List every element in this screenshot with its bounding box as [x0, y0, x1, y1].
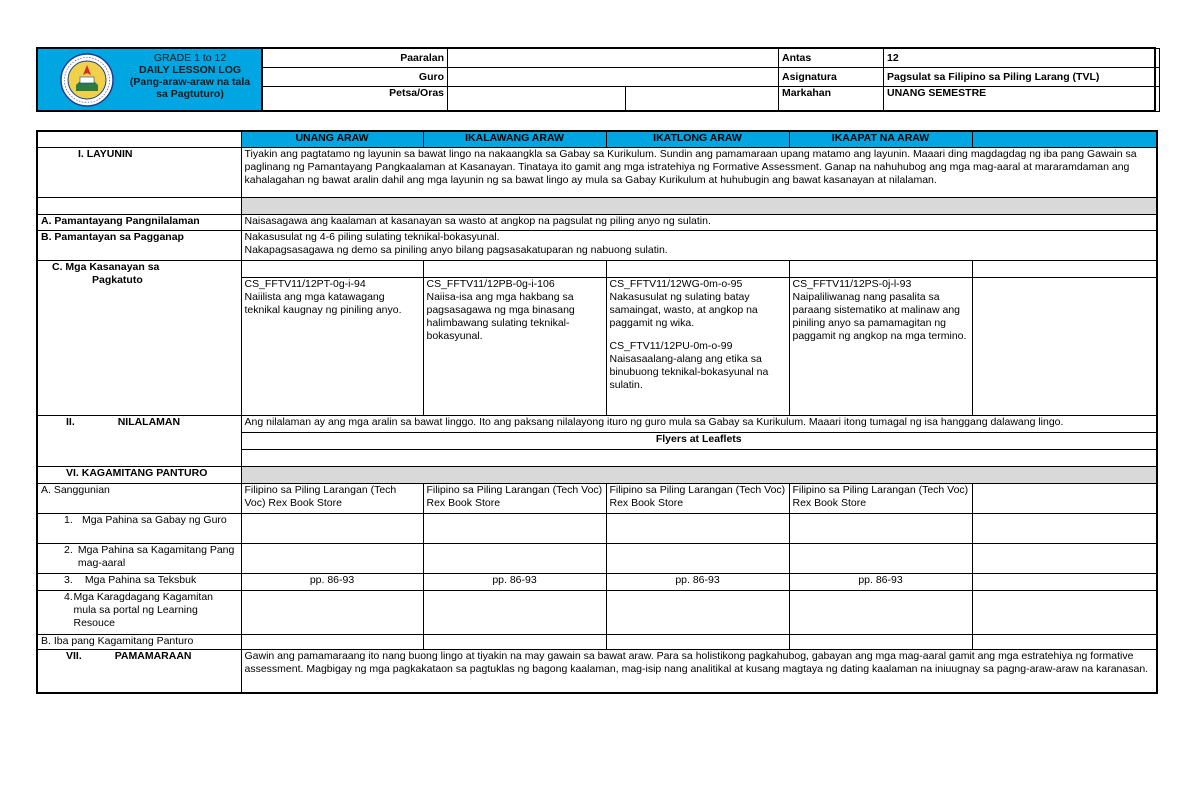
deped-seal-icon: [60, 53, 114, 107]
gabay-day3: [606, 513, 789, 543]
nilalaman-spacer: [241, 449, 1157, 466]
lr-label: Mga Karagdagang Kagamitan mula sa portal ng Learning Resouce: [73, 590, 213, 629]
pagganap-line2: Nakapagsasagawa ng demo sa piniling anyo bilang pagsasakatuparan ng nabuong sulatin.: [244, 243, 668, 256]
kagamitan-row-label: [37, 543, 241, 573]
lr-day3: [606, 590, 789, 634]
iba-day3: [606, 634, 789, 649]
nilalaman-topic: Flyers at Leaflets: [241, 432, 1157, 449]
teksbuk-num: 3.: [64, 573, 73, 586]
lr-day5: [972, 590, 1157, 634]
iba-day1: [241, 634, 423, 649]
layunin-text: Tiyakin ang pagtatamo ng layunin sa bawat lingo na nakaangkla sa Gabay sa Kurikulum. Sundin ang pamamaraan upang matamo ang layunin. Maaari ding magdagdag ng iba pang Gawain sa paglinang ng Pamantayang Pangkaalaman at Kasanayan. Tinataya ito gamit ang mga istratehiya ng Formative Assessment. Ganap na nahuhubog ang mga mag-aaral at mararamdaman ang kahalagahan ng bawat aralin dahil ang mga layunin ng sa bawat lingo ay mula sa Gabay Kurikulum at huhubugin ang bawat kasanayan at nilalaman.: [241, 147, 1157, 197]
kasanayan-day4-text: Naipaliliwanag nang pasalita sa paraang sistematiko at malinaw ang piniling anyo sa pamamagitan ng paggamit ng angkop na mga termino.: [792, 290, 967, 342]
kasanayan-top-4: [789, 260, 972, 277]
pamamaraan-text: Gawin ang pamamaraang ito nang buong lingo at tiyakin na may gawain sa bawat araw. Para sa holistikong pagkahubog, gabayan ang mga mag-aaral gamit ang mga estratehiya ng formative assessment. Magbigay ng mga pagkakataon sa pagtuklas ng bagong kaalaman, mag-isip nang analitikal at kusang magtaya ng dating kaalaman na iniuugnay sa pagng-araw-araw na karanasan.: [241, 649, 1157, 693]
layunin-gray-bar: [241, 197, 1157, 214]
lr-row-label: [37, 590, 241, 634]
asignatura-value: Pagsulat sa Filipino sa Piling Larang (TVL): [884, 68, 1160, 87]
pagganap-line1: Nakasusulat ng 4-6 piling sulating teknikal-bokasyunal.: [244, 230, 500, 243]
teksbuk-day5: [972, 573, 1157, 590]
teksbuk-day1: pp. 86-93: [241, 573, 423, 590]
kagamitan-num: 2.: [64, 543, 73, 556]
sanggunian-day5: [972, 483, 1157, 513]
gabay-label: Mga Pahina sa Gabay ng Guro: [82, 513, 227, 526]
day-header-4: IKAAPAT NA ARAW: [789, 131, 972, 147]
kasanayan-day3-text: Nakasusulat ng sulating batay samaingat, wasto, at angkop na paggamit ng wika.: [609, 290, 758, 329]
gabay-num: 1.: [64, 513, 73, 526]
teksbuk-day4: pp. 86-93: [789, 573, 972, 590]
antas-value: 12: [884, 49, 1160, 68]
sanggunian-day4: Filipino sa Piling Larangan (Tech Voc) Rex Book Store: [789, 483, 972, 513]
kagamitan-gray-bar: [241, 466, 1157, 483]
lr-day4: [789, 590, 972, 634]
day-header-3: IKATLONG ARAW: [606, 131, 789, 147]
gabay-row-label: [37, 513, 241, 543]
corner-cell: [37, 131, 241, 147]
iba-day5: [972, 634, 1157, 649]
sanggunian-day1: Filipino sa Piling Larangan (Tech Voc) Rex Book Store: [241, 483, 423, 513]
sanggunian-day2: Filipino sa Piling Larangan (Tech Voc) Rex Book Store: [423, 483, 606, 513]
markahan-value: UNANG SEMESTRE: [884, 87, 1160, 112]
pangnilalaman-text: Naisasagawa ang kaalaman at kasanayan sa wasto at angkop na pagsulat ng piling anyo ng sulatin.: [241, 214, 1157, 230]
guro-label: Guro: [263, 68, 448, 87]
log-title: DAILY LESSON LOG: [138, 64, 242, 76]
kagamitan-day5: [972, 543, 1157, 573]
markahan-label: Markahan: [779, 87, 884, 112]
layunin-label: I. LAYUNIN: [37, 147, 241, 197]
kagamitan-day2: [423, 543, 606, 573]
pamamaraan-num: VII.: [66, 649, 82, 662]
paaralan-label: Paaralan: [263, 49, 448, 68]
sanggunian-day3: Filipino sa Piling Larangan (Tech Voc) Rex Book Store: [606, 483, 789, 513]
header-block: [36, 47, 1156, 112]
kasanayan-top-1: [241, 260, 423, 277]
antas-label: Antas: [779, 49, 884, 68]
grade-label: GRADE 1 to 12: [153, 52, 227, 64]
subtitle-line2: sa Pagtuturo): [156, 88, 224, 100]
kasanayan-day3-text2: Naisasaalang-alang ang etika sa binubuong teknikal-bokasyunal na sulatin.: [609, 352, 769, 391]
subtitle-line1: (Pang-araw-araw na tala: [129, 76, 251, 88]
lesson-log-table: [36, 130, 1158, 694]
iba-day4: [789, 634, 972, 649]
kasanayan-day2-text: Naiisa-isa ang mga hakbang sa pagsasagawa ng mga binasang halimbawang sulating teknikal-bokasyunal.: [426, 290, 575, 342]
iba-label: B. Iba pang Kagamitang Panturo: [37, 634, 241, 649]
guro-value[interactable]: [448, 68, 779, 87]
gabay-day5: [972, 513, 1157, 543]
iba-day2: [423, 634, 606, 649]
layunin-spacer: [37, 197, 241, 214]
teksbuk-row-label: [37, 573, 241, 590]
petsa-value[interactable]: [448, 87, 626, 112]
teksbuk-day2: pp. 86-93: [423, 573, 606, 590]
kasanayan-day3-code2: CS_FTV11/12PU-0m-o-99: [609, 339, 733, 352]
kasanayan-day5: [972, 277, 1157, 415]
teksbuk-day3: pp. 86-93: [606, 573, 789, 590]
pamamaraan-label: PAMAMARAAN: [114, 649, 192, 662]
kasanayan-top-3: [606, 260, 789, 277]
nilalaman-text: Ang nilalaman ay ang mga aralin sa bawat linggo. Ito ang paksang nilalayong ituro ng guro mula sa Gabay sa Kurikulum. Maaari itong tumagal ng isa hanggang dalawang lingo.: [241, 415, 1157, 432]
kasanayan-day1-code: CS_FFTV11/12PT-0g-i-94: [244, 277, 366, 290]
lr-num: 4.: [64, 590, 73, 603]
teksbuk-label: Mga Pahina sa Teksbuk: [84, 573, 197, 586]
nilalaman-label: NILALAMAN: [117, 415, 181, 428]
paaralan-value[interactable]: [448, 49, 779, 68]
kasanayan-top-2: [423, 260, 606, 277]
kagamitan-day4: [789, 543, 972, 573]
nilalaman-num: II.: [66, 415, 75, 428]
logo-panel: [38, 49, 262, 110]
kasanayan-day1-text: Naiilista ang mga katawagang teknikal kaugnay ng piniling anyo.: [244, 290, 402, 316]
gabay-day1: [241, 513, 423, 543]
kagamitan-pages-label: Mga Pahina sa Kagamitang Pang mag-aaral: [77, 543, 235, 569]
kasanayan-day2-code: CS_FFTV11/12PB-0g-i-106: [426, 277, 555, 290]
kasanayan-label-line1: C. Mga Kasanayan sa: [52, 260, 160, 273]
day-header-5: [972, 131, 1157, 147]
petsa-label: Petsa/Oras: [263, 87, 448, 112]
gabay-day2: [423, 513, 606, 543]
day-header-2: IKALAWANG ARAW: [423, 131, 606, 147]
kasanayan-top-5: [972, 260, 1157, 277]
header-table: [262, 48, 1160, 112]
kasanayan-label-line2: Pagkatuto: [92, 273, 143, 286]
oras-value[interactable]: [626, 87, 779, 112]
kagamitan-label: VI. KAGAMITANG PANTURO: [37, 466, 241, 483]
asignatura-label: Asignatura: [779, 68, 884, 87]
kasanayan-day3-code: CS_FFTV11/12WG-0m-o-95: [609, 277, 743, 290]
gabay-day4: [789, 513, 972, 543]
kasanayan-day4-code: CS_FFTV11/12PS-0j-l-93: [792, 277, 912, 290]
kagamitan-day3: [606, 543, 789, 573]
day-header-1: UNANG ARAW: [241, 131, 423, 147]
lr-day1: [241, 590, 423, 634]
kagamitan-day1: [241, 543, 423, 573]
sanggunian-label: A. Sanggunian: [37, 483, 241, 513]
pangnilalaman-label: A. Pamantayang Pangnilalaman: [37, 214, 241, 230]
pagganap-label: B. Pamantayan sa Pagganap: [37, 230, 241, 260]
lr-day2: [423, 590, 606, 634]
